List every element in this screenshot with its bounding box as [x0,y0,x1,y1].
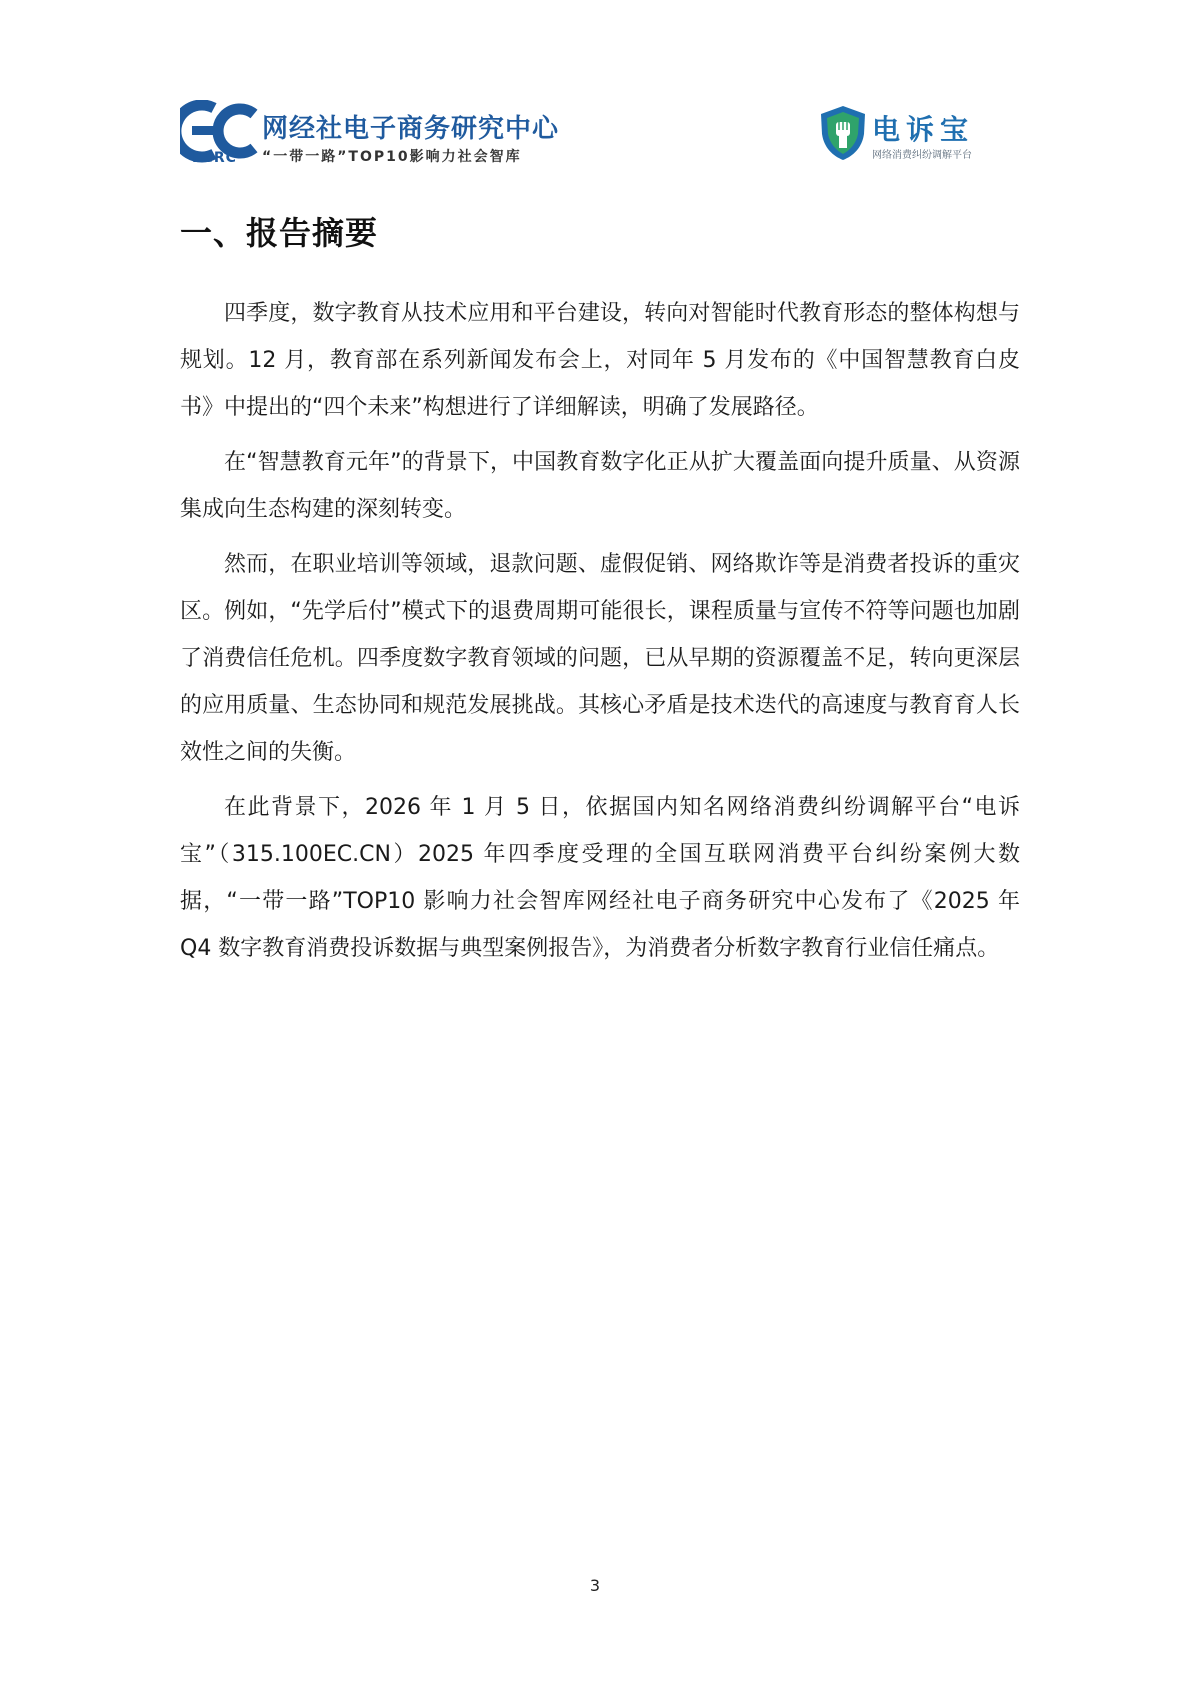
ecrc-tagline: “一带一路”TOP10影响力社会智库 [262,149,522,165]
page-header [0,0,1190,190]
paragraph-4: 在此背景下，2026 年 1 月 5 日，依据国内知名网络消费纠纷调解平台“电诉宝”（315.100EC.CN）2025 年四季度受理的全国互联网消费平台纠纷案例大数据，“一带一路”TOP10 影响力社会智库网经社电子商务研究中心发布了《2025 年 Q4 数字教育消费投诉数据与典型案例报告》，为消费者分析数字教育行业信任痛点。 [180,795,1020,961]
dianshubao-tagline: 网络消费纠纷调解平台 [872,150,972,161]
shield-fist-logo-icon [818,104,868,162]
ecrc-org-name: 网经社电子商务研究中心 [262,114,560,144]
paragraph-2: 在“智慧教育元年”的背景下，中国教育数字化正从扩大覆盖面向提升质量、从资源集成向生态构建的深刻转变。 [180,450,1020,522]
paragraph-1: 四季度，数字教育从技术应用和平台建设，转向对智能时代教育形态的整体构想与规划。12 月，教育部在系列新闻发布会上，对同年 5 月发布的《中国智慧教育白皮书》中提出的“四个未来”构想进行了详细解读，明确了发展路径。 [180,301,1020,420]
report-summary-body [180,290,1020,980]
paragraph-3: 然而，在职业培训等领域，退款问题、虚假促销、网络欺诈等是消费者投诉的重灾区。例如，“先学后付”模式下的退费周期可能很长，课程质量与宣传不符等问题也加剧了消费信任危机。四季度数字教育领域的问题，已从早期的资源覆盖不足，转向更深层的应用质量、生态协同和规范发展挑战。其核心矛盾是技术迭代的高速度与教育育人长效性之间的失衡。 [180,552,1020,765]
section-heading: 一、报告摘要 [180,214,379,252]
page-number: 3 [589,1576,601,1595]
dianshubao-name: 电诉宝 [872,113,975,146]
ecrc-abbreviation: ECRC [192,150,237,166]
